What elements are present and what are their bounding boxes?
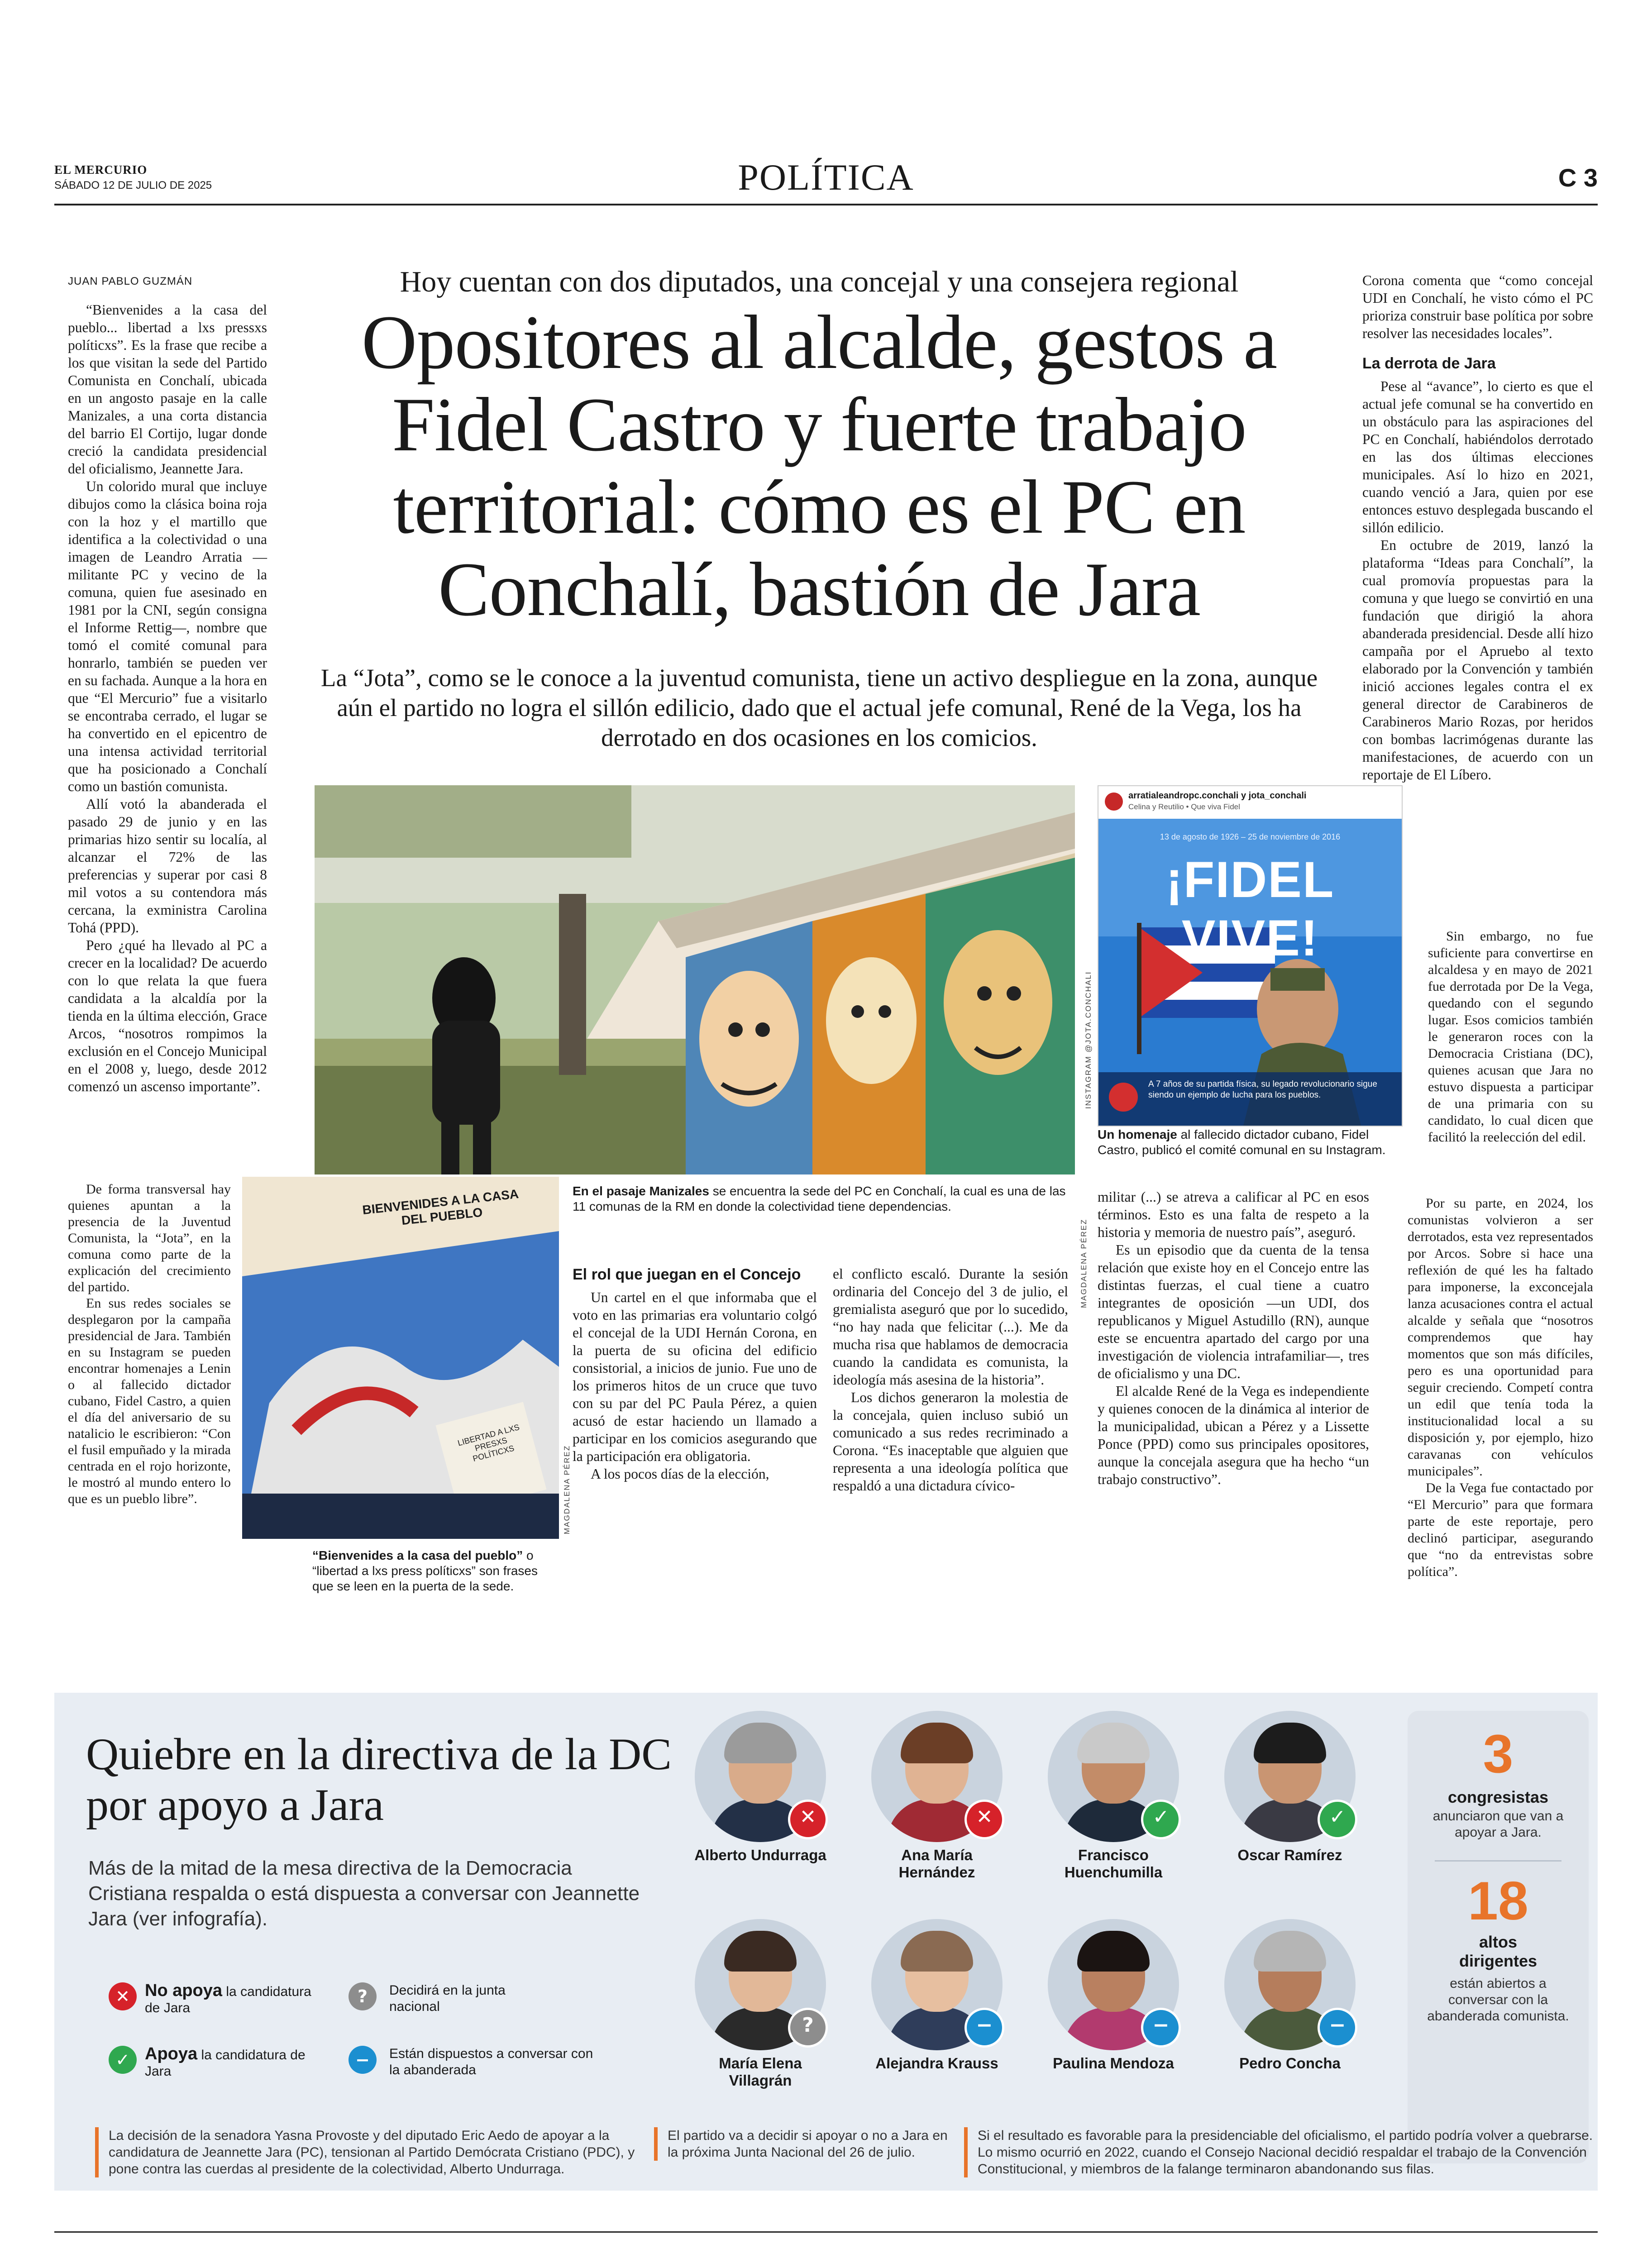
article-col-3 xyxy=(573,1265,817,1483)
page-number: C 3 xyxy=(1558,163,1598,192)
caption-bold: Un homenaje xyxy=(1098,1127,1177,1141)
paragraph: De forma transversal hay quienes apuntan a la presencia de la Juventud Comunista, la “Jota”, en la comuna como parte de la explicación del crecimiento del partido. xyxy=(68,1182,231,1294)
legend-strong: Apoya xyxy=(145,2044,198,2063)
paragraph: militar (...) se atreva a calificar al PC en esos términos. Esto es una falta de respeto a la historia y memoria de nuestro país”, aseguró. xyxy=(1098,1189,1369,1240)
dc-member xyxy=(864,1919,1009,2072)
instagram-post xyxy=(1098,785,1403,1127)
status-dispuesto-icon: − xyxy=(1141,2008,1181,2048)
dc-member xyxy=(864,1711,1009,1881)
section-title: POLÍTICA xyxy=(738,157,914,198)
avatar xyxy=(1048,1711,1179,1842)
headline: Opositores al alcalde, gestos a Fidel Castro y fuerte trabajo territorial: cómo es el PC en Conchalí, bastión de Jara xyxy=(361,300,1277,632)
status-dispuesto-icon: − xyxy=(1318,2008,1357,2048)
dc-infographic xyxy=(54,1693,1598,2191)
issue-date: SÁBADO 12 DE JULIO DE 2025 xyxy=(54,179,212,191)
legend-dispuesto: Están dispuestos a conversar con la abanderada xyxy=(389,2046,593,2077)
article-col-6-bottom xyxy=(1408,1195,1593,1580)
insta-avatar xyxy=(1105,793,1123,811)
door-mural-text: BIENVENIDES A LA CASA DEL PUEBLO xyxy=(362,1187,520,1228)
paragraph: Allí votó la abanderada el pasado 29 de junio y en las primarias hizo sentir su localía, al alcanzar el 72% de las preferencias y superar por casi 8 mil votos a su contendora más cercana, la exministra Carolina Tohá (PPD). xyxy=(68,796,267,936)
masthead-rule xyxy=(54,204,1598,205)
legend-no xyxy=(145,1982,317,2016)
dc-member xyxy=(1218,1711,1362,1864)
photo-sede-puerta xyxy=(242,1177,559,1539)
member-name: María Elena Villagrán xyxy=(719,2055,802,2089)
legend-undecided-icon: ? xyxy=(349,1982,377,2010)
avatar xyxy=(695,1919,826,2050)
avatar-hair xyxy=(1077,1931,1150,1972)
stat-congresistas-text: anunciaron que van a apoyar a Jara. xyxy=(1432,1809,1564,1840)
dc-member xyxy=(1041,1919,1186,2072)
photo-credit: MAGDALENA PÉREZ xyxy=(563,1445,571,1534)
avatar-hair xyxy=(901,1931,973,1972)
legend-text: la candidatura de Jara xyxy=(145,1984,311,2015)
caption-bold: En el pasaje Manizales xyxy=(573,1184,709,1198)
member-name: Alejandra Krauss xyxy=(875,2055,998,2072)
status-dispuesto-icon: − xyxy=(964,2008,1004,2048)
insta-footer: A 7 años de su partida física, su legado revolucionario sigue siendo un ejemplo de lucha para los pueblos. xyxy=(1148,1079,1377,1100)
status-yes-icon: ✓ xyxy=(1141,1800,1181,1839)
member-name: Ana María Hernández xyxy=(898,1847,975,1881)
dc-subtitle: Más de la mitad de la mesa directiva de la Democracia Cristiana respalda o está dispuesta a conversar con Jeannette Jara (ver infografía). xyxy=(88,1857,640,1930)
dc-title: Quiebre en la directiva de la DC por apoyo a Jara xyxy=(86,1729,672,1830)
insta-slogan: ¡FIDEL VIVE! xyxy=(1165,851,1335,966)
status-yes-icon: ✓ xyxy=(1318,1800,1357,1839)
caption-text: se encuentra la sede del PC en Conchalí, la cual es una de las 11 comunas de la RM en donde la colectividad tiene dependencias. xyxy=(573,1184,1066,1213)
paragraph: Pese al “avance”, lo cierto es que el actual jefe comunal se ha convertido en un obstáculo para las aspiraciones del PC en Conchalí, habiéndolos derrotado en las dos últimas elecciones municipales. Así lo hizo en 2021, cuando venció a Jara, quien por ese entonces estuvo desplegada buscando el sillón edilicio. xyxy=(1362,378,1593,535)
paragraph: A los pocos días de la elección, xyxy=(591,1466,769,1482)
avatar xyxy=(1224,1711,1356,1842)
paragraph: Un colorido mural que incluye dibujos como la clásica boina roja con la hoz y el martillo que identifica a la colectividad o una imagen de Leandro Arratia —militante PC y vecino de la comuna, quien fue asesinado en 1981 por la CNI, según consigna el Informe Rettig—, nombre que tomó el comité comunal para honrarlo, también se pueden ver en su fachada. Aunque a la hora en que “El Mercurio” fue a visitarlo se encontraba cerrado, el lugar se ha convertido en el epicentro de una intensa actividad territorial que ha posicionado a Conchalí como un bastión comunista. xyxy=(68,478,267,794)
paragraph: Pero ¿qué ha llevado al PC a crecer en la localidad? De acuerdo con lo que relata la que fuera candidata a la alcaldía por la tienda en la última elección, Grace Arcos, “nosotros rompimos la exclusión en el Concejo Municipal en el 2008 y, luego, desde 2012 comenzó un ascenso importante”. xyxy=(68,937,267,1094)
stat-panel xyxy=(1408,1711,1589,2163)
avatar xyxy=(695,1711,826,1842)
paragraph: “Bienvenides a la casa del pueblo... libertad a lxs pressxs políticxs”. Es la frase que recibe a los que visitan la sede del Partido Comunista en Conchalí, ubicada en un angosto pasaje en la calle Manizales, a una corta distancia del barrio El Cortijo, lugar donde creció la candidata presidencial del oficialismo, Jeannette Jara. xyxy=(68,302,267,477)
article-col-6 xyxy=(1362,272,1593,783)
caption-text: al fallecido dictador cubano, Fidel Castro, publicó el comité comunal en su Instagram. xyxy=(1098,1127,1386,1157)
insta-image xyxy=(1098,819,1402,1126)
avatar-hair xyxy=(724,1931,797,1972)
section-rule xyxy=(54,2231,1598,2233)
legend-yes xyxy=(145,2046,317,2080)
instagram-caption xyxy=(1098,1127,1401,1158)
member-name: Oscar Ramírez xyxy=(1237,1847,1342,1863)
paragraph: Es un episodio que da cuenta de la tensa relación que existe hoy en el Concejo entre las distintas fuerzas, el cual tiene a cuatro integrantes de oposición —un UDI, dos republicanos y Miguel Astudillo (RN), aunque este se encuentra apartado del cargo por una investigación de violencia intrafamiliar—, tres de oficialismo y una DC. xyxy=(1098,1242,1369,1381)
avatar-hair xyxy=(1254,1931,1326,1972)
photo-small-caption xyxy=(312,1548,557,1594)
stat-congresistas-label: congresistas xyxy=(1447,1788,1549,1806)
caption-text: o “libertad a lxs press políticxs” son frases que se leen en la puerta de la sede. xyxy=(312,1548,538,1593)
article-col-1-lower xyxy=(68,1181,231,1507)
dc-member xyxy=(688,1919,833,2089)
subhead-concejo: El rol que juegan en el Concejo xyxy=(573,1266,801,1283)
dc-member xyxy=(1218,1919,1362,2072)
member-name: Alberto Undurraga xyxy=(694,1847,826,1863)
dc-note-1: La decisión de la senadora Yasna Provoste y del diputado Eric Aedo de apoyar a la candidatura de Jeannette Jara (PC), tensionan al Partido Demócrata Cristiano (PDC), y pone contra las cuerdas al presidente de la colectividad, Alberto Undurraga. xyxy=(95,2127,656,2177)
status-no-icon: ✕ xyxy=(788,1800,828,1839)
photo-main-caption xyxy=(573,1184,1075,1214)
photo-credit: MAGDALENA PÉREZ xyxy=(1079,1218,1088,1308)
avatar xyxy=(1224,1919,1356,2050)
avatar-hair xyxy=(1254,1723,1326,1763)
insta-dates: 13 de agosto de 1926 – 25 de noviembre de 2016 xyxy=(1160,832,1341,841)
dc-member xyxy=(1041,1711,1186,1881)
caption-bold: “Bienvenides a la casa del pueblo” xyxy=(312,1548,523,1562)
avatar xyxy=(871,1919,1003,2050)
stat-dirigentes-number: 18 xyxy=(1468,1871,1528,1931)
mural-illustration xyxy=(315,785,1075,1174)
paragraph: En octubre de 2019, lanzó la plataforma “Ideas para Conchalí”, la cual promovía propuestas para la comuna y que luego se convirtió en una fundación que dirigió la ahora abanderada presidencial. Desde allí hizo campaña por el Apruebo al texto elaborado por la Convención y también inició acciones legales contra el ex general director de Carabineros de Carabineros Mario Rozas, por heridos con bombas lacrimógenas durante las manifestaciones, de acuerdo con un reportaje de El Líbero. xyxy=(1362,537,1593,783)
member-name: Pedro Concha xyxy=(1239,2055,1341,2072)
dc-note-2: El partido va a decidir si apoyar o no a Jara en la próxima Junta Nacional del 26 de julio. xyxy=(654,2127,962,2161)
paragraph: Sin embargo, no fue suficiente para convertirse en alcaldesa y en mayo de 2021 fue derrotada por De la Vega, quedando con el segundo lugar. Esos comicios también le generaron roces con la Democracia Cristiana (DC), quienes acusan que Jara no estuvo dispuesta a participar de una primaria con su candidato, lo cual dicen que facilitó la reelección del edil. xyxy=(1428,929,1593,1145)
paragraph: Corona comenta que “como concejal UDI en Conchalí, he visto cómo el PC prioriza construir base política por sobre resolver las necesidades locales”. xyxy=(1362,272,1593,341)
paper-name: EL MERCURIO xyxy=(54,163,148,177)
subhead-derrota: La derrota de Jara xyxy=(1362,355,1496,372)
insta-sub: Celina y Reutilio • Que viva Fidel xyxy=(1128,802,1240,811)
stat-congresistas-number: 3 xyxy=(1483,1724,1514,1784)
article-col-6-lower xyxy=(1428,928,1593,1146)
dc-note-3: Si el resultado es favorable para la presidenciable del oficialismo, el partido podría volver a quebrarse. Lo mismo ocurrió en 2022, cuando el Consejo Nacional decidió respaldar el trabajo de la Convención Constitucional, y miembros de la falange terminaron abandonando sus filas. xyxy=(964,2127,1598,2177)
legend-no-icon: ✕ xyxy=(109,1982,137,2010)
lead-paragraph: La “Jota”, como se le conoce a la juventud comunista, tiene un activo despliegue en la zona, aunque aún el partido no logra el sillón edilicio, dado que el actual jefe comunal, René de la Vega, los ha derrotado en dos ocasiones en los comicios. xyxy=(320,664,1318,751)
dc-member xyxy=(688,1711,833,1864)
stat-dirigentes-label: altos dirigentes xyxy=(1459,1933,1537,1970)
door-mural-illustration xyxy=(242,1177,559,1539)
photo-pasaje-manizales xyxy=(315,785,1075,1174)
legend-dispuesto-icon: − xyxy=(349,2046,377,2074)
status-undecided-icon: ? xyxy=(788,2008,828,2048)
legend-strong: No apoya xyxy=(145,1981,223,2000)
avatar xyxy=(1048,1919,1179,2050)
kicker: Hoy cuentan con dos diputados, una concejal y una consejera regional xyxy=(400,265,1239,298)
paragraph: Los dichos generaron la molestia de la concejala, quien incluso subió un comunicado a sus redes recriminado a Corona. “Es inaceptable que alguien que representa a una ideología política que respaldó a una dictadura cívico- xyxy=(833,1389,1068,1494)
stat-dirigentes-text: están abiertos a conversar con la abanderada comunista. xyxy=(1427,1976,1569,2024)
photo-credit: INSTAGRAM @JOTA.CONCHALI xyxy=(1084,971,1093,1109)
article-col-5 xyxy=(1098,1188,1369,1488)
avatar xyxy=(871,1711,1003,1842)
paragraph: El alcalde René de la Vega es independiente y quienes conocen de la dinámica al interior de la municipalidad, ubican a Pérez y a Lissette Ponce (PPD) como sus principales opositores, aunque la concejala asegura que ha hecho “un trabajo constructivo”. xyxy=(1098,1383,1369,1487)
door-note-text: LIBERTAD A LXS PRESXS POLÍTICXS xyxy=(457,1422,520,1464)
paragraph: el conflicto escaló. Durante la sesión ordinaria del Concejo del 3 de julio, el gremialista aseguró que por lo sucedido, “no hay nada que felicitar (...). Me da mucha risa que hablamos de democracia cuando la candidata es comunista, la ideología más asesina de la historia”. xyxy=(833,1266,1068,1388)
insta-account: arratialeandropc.conchali y jota_conchali xyxy=(1128,791,1307,801)
article-col-1 xyxy=(68,301,267,1095)
paragraph: En sus redes sociales se desplegaron por la campaña presidencial de Jara. También en su Instagram se pueden encontrar homenajes a Lenin o al fallecido dictador cubano, Fidel Castro, a quien el día del aniversario de su natalicio le escribieron: “Con el fusil empuñado y la mirada centrada en el rojo horizonte, le mostró al mundo entero lo que es un pueblo libre”. xyxy=(68,1296,231,1506)
paragraph: Por su parte, en 2024, los comunistas volvieron a ser derrotados, esta vez representados por Arcos. Sobre si hace una reflexión de qué les ha faltado para imponerse, la exconcejala lanza acusaciones contra el actual alcalde y señala que “nosotros comprendemos que hay momentos que son más difíciles, pero es una oportunidad para seguir creciendo. Competí contra un edil que tenía toda la institucionalidad local a su disposición y, por ejemplo, hizo caravanas con vehículos municipales”. xyxy=(1408,1196,1593,1479)
member-name: Paulina Mendoza xyxy=(1053,2055,1174,2072)
avatar-hair xyxy=(1077,1723,1150,1763)
status-no-icon: ✕ xyxy=(964,1800,1004,1839)
legend-yes-icon: ✓ xyxy=(109,2046,137,2074)
stat-divider xyxy=(1435,1860,1561,1862)
avatar-hair xyxy=(724,1723,797,1763)
legend-undecided: Decidirá en la junta nacional xyxy=(389,1983,506,2014)
article-col-4 xyxy=(833,1265,1068,1494)
byline: JUAN PABLO GUZMÁN xyxy=(68,275,193,287)
paragraph: Un cartel en el que informaba que el voto en las primarias era voluntario colgó el concejal de la UDI Hernán Corona, en la puerta de su oficina del edificio consistorial, a inicios de junio. Fue uno de los primeros hitos de un cruce que tuvo con su par del PC Paula Pérez, a quien acusó de estar haciendo un llamado a participar en los comicios asegurando que la participación era obligatoria. xyxy=(573,1289,817,1464)
paragraph: De la Vega fue contactado por “El Mercurio” para que formara parte de este reportaje, pero declinó participar, asegurando que “no da entrevistas sobre política”. xyxy=(1408,1480,1593,1579)
member-name: Francisco Huenchumilla xyxy=(1064,1847,1163,1881)
legend-text: la candidatura de Jara xyxy=(145,2048,306,2079)
avatar-hair xyxy=(901,1723,973,1763)
